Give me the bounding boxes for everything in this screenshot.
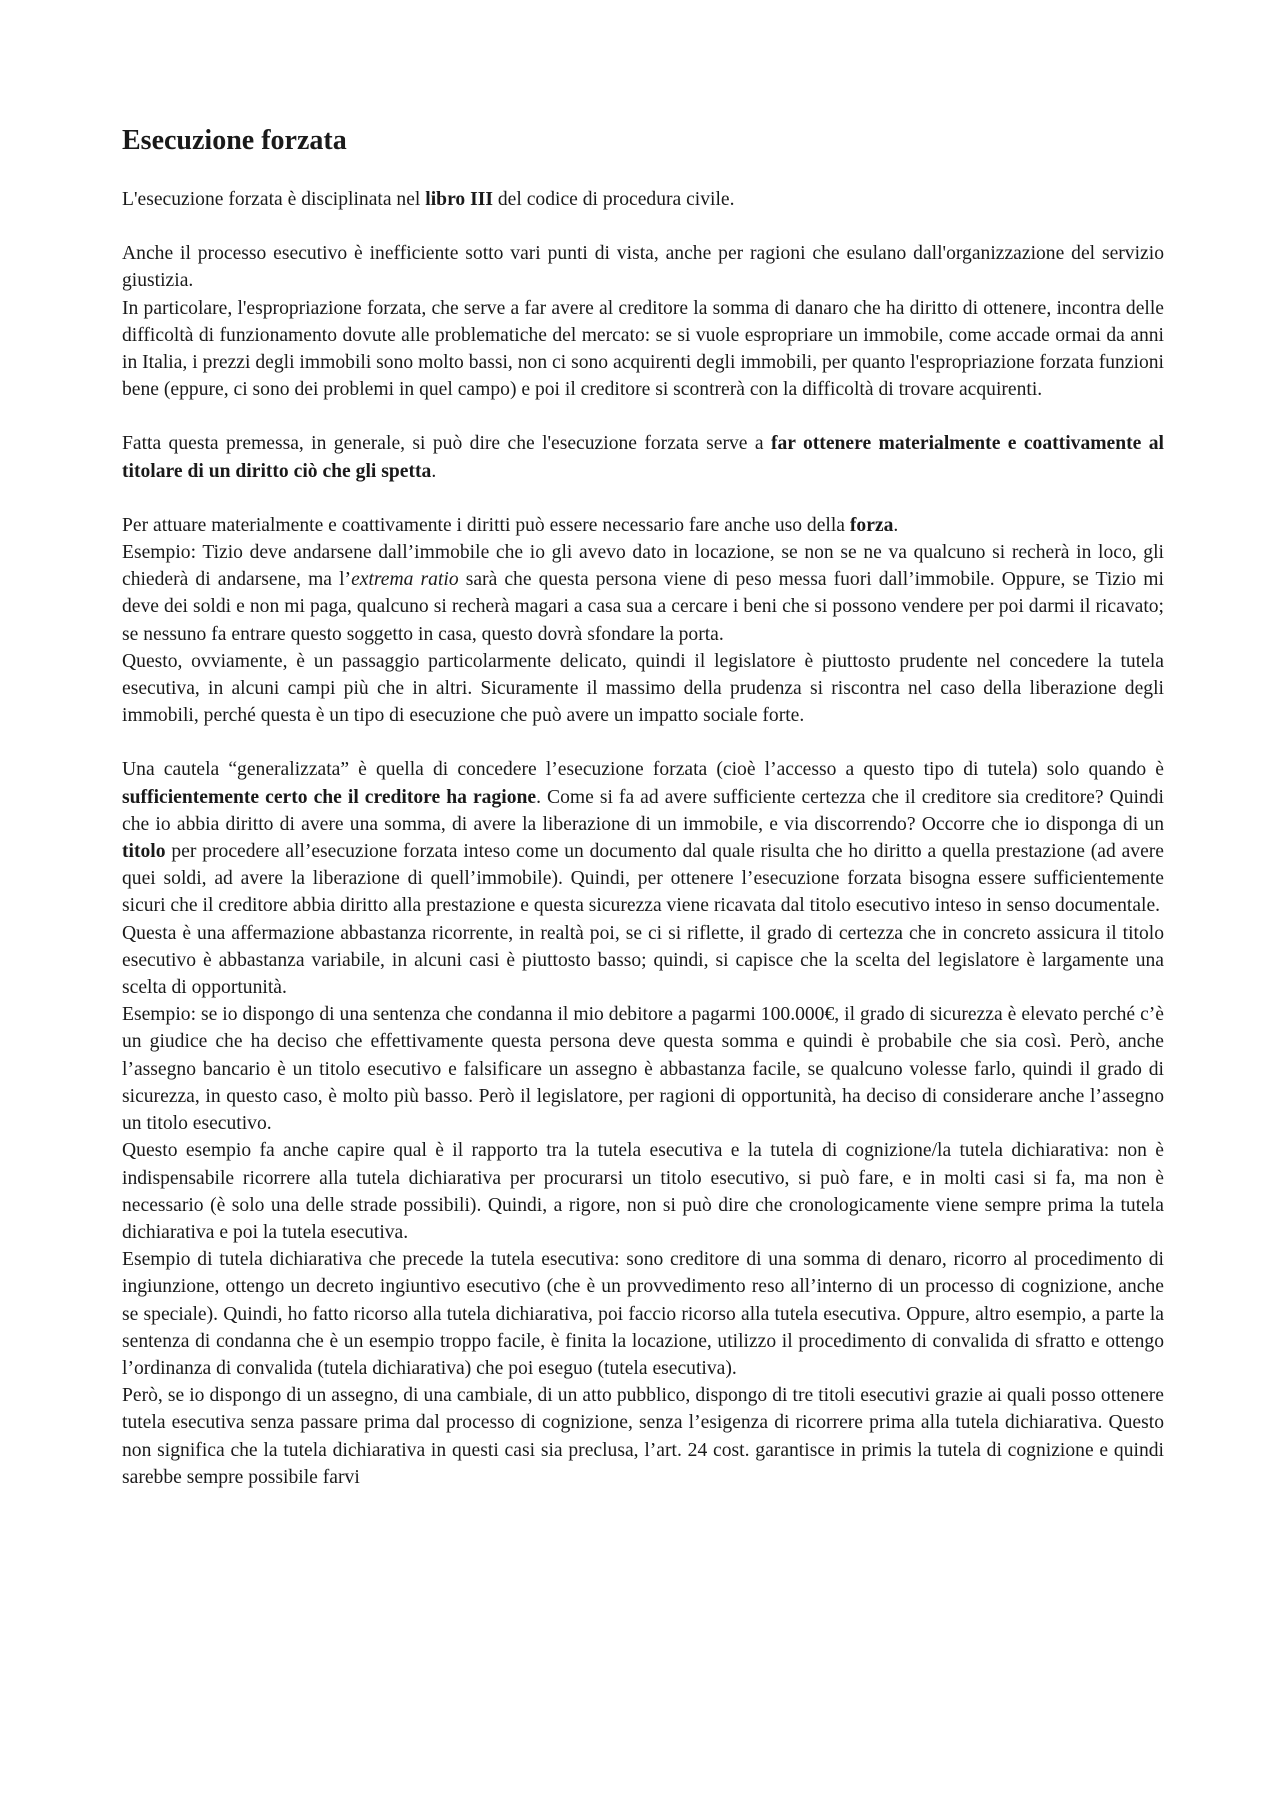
paragraph-example-sentence: Esempio: se io dispongo di una sentenza che condanna il mio debitore a pagarmi 100.000€, il grado di sicurezza è elevato perché c’è un giudice che ha deciso che effettivamente questa persona deve questa somma e quindi è probabile che sia così. Però, anche l’assegno bancario è un titolo esecutivo e falsificare un assegno è abbastanza facile, se qualcuno volesse farlo, quindi il grado di sicurezza, in questo caso, è molto più basso. Però il legislatore, per ragioni di opportunità, ha deciso di considerare anche l’assegno un titolo esecutivo. bbox=[122, 1004, 1164, 1135]
paragraph-prudence: Questo, ovviamente, è un passaggio particolarmente delicato, quindi il legislatore è piuttosto prudente nel concedere la tutela esecutiva, in alcuni campi più che in altri. Sicuramente il massimo della prudenza si riscontra nel caso della liberazione degli immobili, perché questa è un tipo di esecuzione che può avere un impatto sociale forte. bbox=[122, 650, 1164, 727]
paragraph-spacer bbox=[122, 729, 1164, 756]
paragraph-spacer bbox=[122, 213, 1164, 240]
paragraph-expropriation: In particolare, l'espropriazione forzata, che serve a far avere al creditore la somma di danaro che ha diritto di ottenere, incontra delle difficoltà di funzionamento dovute alle problematiche del mercato: se si vuole espropriare un immobile, come accade ormai da anni in Italia, i prezzi degli immobili sono molto bassi, non ci sono acquirenti degli immobili, per quanto l'espropriazione forzata funzioni bene (eppure, ci sono dei problemi in quel campo) e poi il creditore si scontrerà con la difficoltà di trovare acquirenti. bbox=[122, 297, 1164, 401]
paragraph-inefficiency: Anche il processo esecutivo è inefficiente sotto vari punti di vista, anche per ragioni che esulano dall'organizzazione del servizio giustizia. bbox=[122, 243, 1164, 292]
paragraph-relationship: Questo esempio fa anche capire qual è il rapporto tra la tutela esecutiva e la tutela di cognizione/la tutela dichiarativa: non è indispensabile ricorrere alla tutela dichiarativa per procurarsi un titolo esecutivo, si può fare, e in molti casi si fa, ma non è necessario (è solo una delle strade possibili). Quindi, a rigore, non si può dire che cronologicamente viene sempre prima la tutela dichiarativa e poi la tutela esecutiva. bbox=[122, 1140, 1164, 1243]
paragraph-example-declarative: Esempio di tutela dichiarativa che precede la tutela esecutiva: sono creditore di una somma di denaro, ricorro al procedimento di ingiunzione, ottengo un decreto ingiuntivo esecutivo (che è un provvedimento reso all’interno di un processo di cognizione, anche se speciale). Quindi, ho fatto ricorso alla tutela dichiarativa, poi faccio ricorso alla tutela esecutiva. Oppure, altro esempio, a parte la sentenza di condanna che è un esempio troppo facile, è finita la locazione, utilizzo il procedimento di convalida di sfratto e ottengo l’ordinanza di convalida (tutela dichiarativa) che poi eseguo (tutela esecutiva). bbox=[122, 1249, 1164, 1379]
page-title: Esecuzione forzata bbox=[122, 125, 347, 156]
paragraph-intro: L'esecuzione forzata è disciplinata nel libro III del codice di procedura civile. bbox=[122, 189, 735, 210]
paragraph-titles: Però, se io dispongo di un assegno, di una cambiale, di un atto pubblico, dispongo di tre titoli esecutivi grazie ai quali posso ottenere tutela esecutiva senza passare prima dal processo di cognizione, senza l’esigenza di ricorrere prima alla tutela dichiarativa. Questo non significa che la tutela dichiarativa in questi casi sia preclusa, l’art. 24 cost. garantisce in primis la tutela di cognizione e quindi sarebbe sempre possibile farvi bbox=[122, 1385, 1164, 1488]
paragraph-example-tizio: Esempio: Tizio deve andarsene dall’immobile che io gli avevo dato in locazione, se non se ne va qualcuno si recherà in loco, gli chiederà di andarsene, ma l’extrema ratio sarà che questa persona viene di peso messa fuori dall’immobile. Oppure, se Tizio mi deve dei soldi e non mi paga, qualcuno si recherà magari a casa sua a cercare i beni che si possono vendere per poi darmi il ricavato; se nessuno fa entrare questo soggetto in casa, questo dovrà sfondare la porta. bbox=[122, 542, 1164, 645]
paragraph-premise: Fatta questa premessa, in generale, si può dire che l'esecuzione forzata serve a far ottenere materialmente e coattivamente al titolare di un diritto ciò che gli spetta. bbox=[122, 433, 1164, 482]
paragraph-certainty: Questa è una affermazione abbastanza ricorrente, in realtà poi, se ci si riflette, il grado di certezza che in concreto assicura il titolo esecutivo è abbastanza variabile, in alcuni casi è piuttosto basso; quindi, si capisce che la scelta del legislatore è largamente una scelta di opportunità. bbox=[122, 922, 1164, 999]
paragraph-spacer bbox=[122, 485, 1164, 512]
paragraph-spacer bbox=[122, 403, 1164, 430]
paragraph-force: Per attuare materialmente e coattivamente i diritti può essere necessario fare anche uso della forza. bbox=[122, 514, 899, 536]
paragraph-caution: Una cautela “generalizzata” è quella di concedere l’esecuzione forzata (cioè l’accesso a questo tipo di tutela) solo quando è sufficientemente certo che il creditore ha ragione. Come si fa ad avere sufficiente certezza che il creditore sia creditore? Quindi che io abbia diritto di avere una somma, di avere la liberazione di un immobile, e via discorrendo? Occorre che io disponga di un titolo per procedere all’esecuzione forzata inteso come un documento dal quale risulta che ho diritto a quella prestazione (ad avere quei soldi, ad avere la liberazione di quell’immobile). Quindi, per ottenere l’esecuzione forzata bisogna essere sufficientemente sicuri che il creditore abbia diritto alla prestazione e questa sicurezza viene ricavata dal titolo esecutivo inteso in senso documentale. bbox=[122, 759, 1164, 917]
